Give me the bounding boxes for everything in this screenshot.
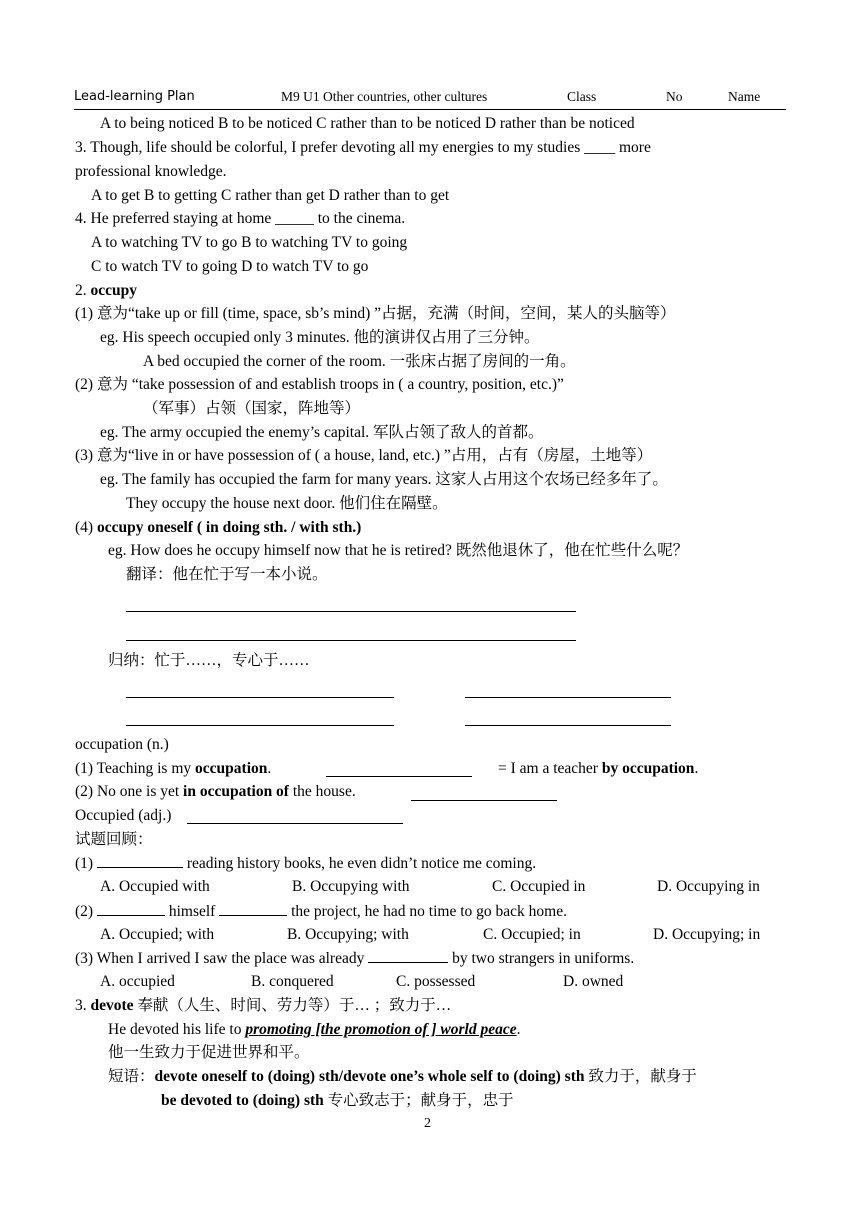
occupy-meaning-4: (4) occupy oneself ( in doing sth. / with sth.) xyxy=(75,519,362,536)
q3-stem-cont: professional knowledge. xyxy=(75,163,227,180)
devote-example-cn: 他一生致力于促进世界和平。 xyxy=(108,1044,310,1061)
occupy-example-4: eg. How does he occupy himself now that he is retired? 既然他退休了，他在忙些什么呢？ xyxy=(108,542,689,559)
review-q3-option-b: B. conquered xyxy=(251,973,334,990)
answer-line[interactable] xyxy=(411,800,557,801)
occupy-meaning-1: (1) 意为“take up or fill (time, space, sb’s mind) ”占据，充满（时间，空间，某人的头脑等） xyxy=(75,305,676,322)
occupy-meaning-2-cn: （军事）占领（国家，阵地等） xyxy=(143,400,361,417)
review-q1: (1) reading history books, he even didn’t notice me coming. xyxy=(75,852,536,874)
review-q2: (2) himself the project, he had no time to go back home. xyxy=(75,900,567,922)
section-devote-heading: 3. devote 奉献（人生、时间、劳力等）于… ；致力于… xyxy=(75,997,452,1014)
header-unit-title: M9 U1 Other countries, other cultures xyxy=(281,89,488,104)
translation-prompt: 翻译：他在忙于写一本小说。 xyxy=(126,566,328,583)
page-number: 2 xyxy=(424,1116,431,1131)
review-q2-option-b: B. Occupying; with xyxy=(287,926,409,943)
header-rule xyxy=(74,109,786,110)
header-no-label: No xyxy=(666,89,683,104)
header-name-label: Name xyxy=(728,89,761,104)
blank[interactable] xyxy=(97,852,183,868)
section-occupy-heading: 2. occupy xyxy=(75,282,137,299)
q3-stem: 3. Though, life should be colorful, I prefer devoting all my energies to my studies ____ more xyxy=(75,139,651,156)
blank[interactable] xyxy=(368,947,448,963)
q4-options-cd: C to watch TV to going D to watch TV to go xyxy=(91,258,369,275)
q2-options: A to being noticed B to be noticed C rather than to be noticed D rather than be noticed xyxy=(100,115,635,132)
review-q3-option-c: C. possessed xyxy=(396,973,476,990)
occupation-item-1: (1) Teaching is my occupation. xyxy=(75,760,272,777)
occupy-meaning-3: (3) 意为“live in or have possession of ( a house, land, etc.) ”占用，占有（房屋，土地等） xyxy=(75,447,653,464)
q4-stem: 4. He preferred staying at home _____ to the cinema. xyxy=(75,210,406,227)
answer-line[interactable] xyxy=(187,823,403,824)
blank[interactable] xyxy=(97,900,165,916)
review-q3: (3) When I arrived I saw the place was already by two strangers in uniforms. xyxy=(75,947,634,969)
occupy-meaning-2: (2) 意为 “take possession of and establish troops in ( a country, position, etc.)” xyxy=(75,376,564,393)
answer-line[interactable] xyxy=(326,776,472,777)
review-q1-option-b: B. Occupying with xyxy=(292,878,410,895)
answer-line[interactable] xyxy=(126,725,394,726)
answer-line[interactable] xyxy=(126,611,576,612)
header-class-label: Class xyxy=(567,89,597,104)
occupy-example-2: eg. The army occupied the enemy’s capital. 军队占领了敌人的首都。 xyxy=(100,424,544,441)
occupy-example-3a: eg. The family has occupied the farm for many years. 这家人占用这个农场已经多年了。 xyxy=(100,471,668,488)
occupy-example-3b: They occupy the house next door. 他们住在隔壁。 xyxy=(126,495,448,512)
answer-line[interactable] xyxy=(126,640,576,641)
review-q2-option-c: C. Occupied; in xyxy=(483,926,581,943)
occupation-item-1-equiv: = I am a teacher by occupation. xyxy=(498,760,699,777)
q3-options: A to get B to getting C rather than get D rather than to get xyxy=(91,187,450,204)
review-q2-option-a: A. Occupied; with xyxy=(100,926,215,943)
occupied-adj: Occupied (adj.) xyxy=(75,807,172,824)
occupation-heading: occupation (n.) xyxy=(75,736,169,753)
review-heading: 试题回顾： xyxy=(75,831,153,848)
devote-phrases-2: be devoted to (doing) sth 专心致志于；献身于，忠于 xyxy=(161,1092,514,1109)
answer-line[interactable] xyxy=(465,725,671,726)
answer-line[interactable] xyxy=(126,697,394,698)
devote-example: He devoted his life to promoting [the promotion of ] world peace. xyxy=(108,1021,521,1038)
review-q1-option-d: D. Occupying in xyxy=(657,878,760,895)
header-plan-title: Lead-learning Plan xyxy=(74,89,195,104)
summary-prompt: 归纳：忙于……，专心于…… xyxy=(108,652,310,669)
review-q1-option-c: C. Occupied in xyxy=(492,878,586,895)
q4-options-ab: A to watching TV to go B to watching TV to going xyxy=(91,234,408,251)
occupy-example-1b: A bed occupied the corner of the room. 一张床占据了房间的一角。 xyxy=(143,353,576,370)
devote-phrases-1: 短语：devote oneself to (doing) sth/devote one’s whole self to (doing) sth 致力于，献身于 xyxy=(108,1068,697,1085)
review-q2-option-d: D. Occupying; in xyxy=(653,926,761,943)
occupation-item-2: (2) No one is yet in occupation of the house. xyxy=(75,783,356,800)
review-q3-option-d: D. owned xyxy=(563,973,624,990)
occupy-example-1a: eg. His speech occupied only 3 minutes. 他的演讲仅占用了三分钟。 xyxy=(100,329,540,346)
review-q1-option-a: A. Occupied with xyxy=(100,878,210,895)
review-q3-option-a: A. occupied xyxy=(100,973,175,990)
blank[interactable] xyxy=(219,900,287,916)
answer-line[interactable] xyxy=(465,697,671,698)
